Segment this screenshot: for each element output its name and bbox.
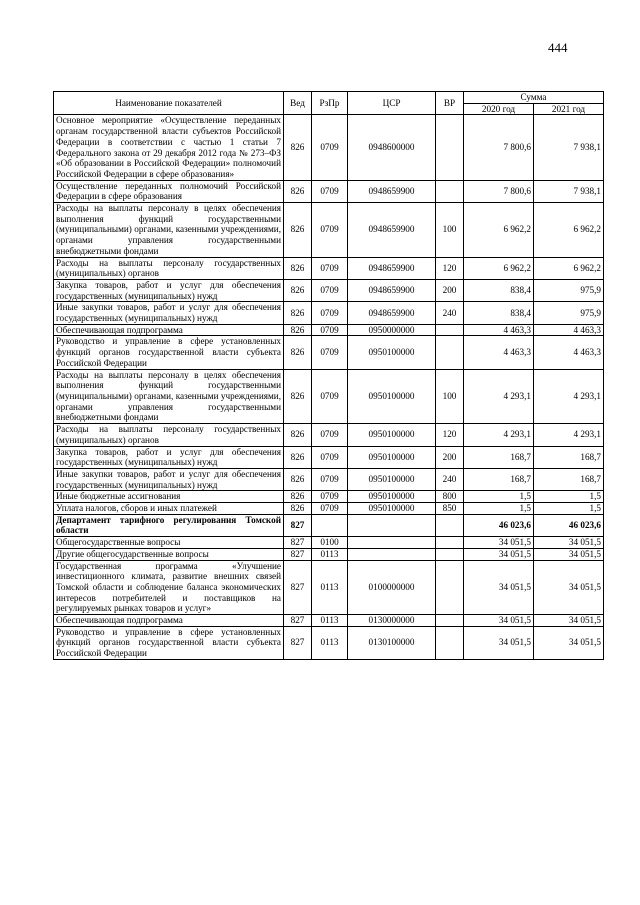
row-ved: 826 bbox=[284, 180, 312, 202]
row-sum-2021: 168,7 bbox=[534, 468, 604, 490]
row-sum-2021: 1,5 bbox=[534, 491, 604, 503]
row-sum-2020: 168,7 bbox=[464, 446, 534, 468]
row-name: Обеспечивающая подпрограмма bbox=[54, 615, 284, 627]
row-sum-2021: 34 051,5 bbox=[534, 560, 604, 615]
row-rzpr: 0709 bbox=[312, 180, 348, 202]
row-ved: 826 bbox=[284, 203, 312, 258]
row-ved: 826 bbox=[284, 302, 312, 324]
header-sum: Сумма bbox=[464, 92, 604, 104]
row-rzpr: 0709 bbox=[312, 446, 348, 468]
row-csr: 0100000000 bbox=[348, 560, 436, 615]
row-sum-2020: 1,5 bbox=[464, 503, 534, 515]
row-ved: 826 bbox=[284, 336, 312, 369]
row-sum-2020: 838,4 bbox=[464, 302, 534, 324]
row-csr: 0950100000 bbox=[348, 468, 436, 490]
header-year-2021: 2021 год bbox=[534, 103, 604, 115]
row-name: Руководство и управление в сфере установленных функций органов государственной власти субъекта Российской Федерации bbox=[54, 336, 284, 369]
row-vr: 100 bbox=[436, 369, 464, 424]
row-sum-2021: 975,9 bbox=[534, 302, 604, 324]
row-rzpr: 0709 bbox=[312, 203, 348, 258]
table-row bbox=[54, 257, 604, 279]
row-sum-2021: 975,9 bbox=[534, 279, 604, 301]
row-rzpr: 0709 bbox=[312, 491, 348, 503]
row-ved: 826 bbox=[284, 115, 312, 180]
row-sum-2020: 6 962,2 bbox=[464, 203, 534, 258]
row-sum-2020: 168,7 bbox=[464, 468, 534, 490]
row-name: Другие общегосударственные вопросы bbox=[54, 548, 284, 560]
row-vr: 120 bbox=[436, 424, 464, 446]
row-name: Уплата налогов, сборов и иных платежей bbox=[54, 503, 284, 515]
row-vr bbox=[436, 615, 464, 627]
row-rzpr: 0709 bbox=[312, 424, 348, 446]
row-vr: 200 bbox=[436, 446, 464, 468]
row-name: Закупка товаров, работ и услуг для обеспечения государственных (муниципальных) нужд bbox=[54, 446, 284, 468]
row-vr bbox=[436, 537, 464, 549]
row-sum-2020: 34 051,5 bbox=[464, 615, 534, 627]
row-name: Основное мероприятие «Осуществление переданных органам государственной власти субъектов Российской Федерации в соответствии с частью 1 статьи 7 Федерального закона от 29 декабря 2012 года № 273–ФЗ «Об образовании в Российской Федерации» полномочий Российской Федерации в сфере образования» bbox=[54, 115, 284, 180]
row-sum-2020: 34 051,5 bbox=[464, 560, 534, 615]
row-sum-2020: 34 051,5 bbox=[464, 537, 534, 549]
row-rzpr: 0709 bbox=[312, 302, 348, 324]
row-ved: 826 bbox=[284, 503, 312, 515]
header-ved: Вед bbox=[284, 92, 312, 115]
row-rzpr: 0113 bbox=[312, 560, 348, 615]
table-row bbox=[54, 503, 604, 515]
table-row bbox=[54, 446, 604, 468]
header-rzpr: РзПр bbox=[312, 92, 348, 115]
table-row bbox=[54, 203, 604, 258]
row-sum-2021: 34 051,5 bbox=[534, 537, 604, 549]
row-ved: 826 bbox=[284, 446, 312, 468]
table-row bbox=[54, 279, 604, 301]
row-csr: 0950000000 bbox=[348, 324, 436, 336]
row-name: Закупка товаров, работ и услуг для обеспечения государственных (муниципальных) нужд bbox=[54, 279, 284, 301]
row-vr bbox=[436, 115, 464, 180]
row-vr: 120 bbox=[436, 257, 464, 279]
row-ved: 826 bbox=[284, 257, 312, 279]
row-csr: 0948600000 bbox=[348, 115, 436, 180]
row-vr: 850 bbox=[436, 503, 464, 515]
header-name: Наименование показателей bbox=[54, 92, 284, 115]
row-vr: 100 bbox=[436, 203, 464, 258]
row-vr bbox=[436, 548, 464, 560]
row-rzpr: 0113 bbox=[312, 626, 348, 659]
row-name: Расходы на выплаты персоналу в целях обеспечения выполнения функций государственными (муниципальными) органами, казенными учреждениями, органами управления государственными внебюджетными фондами bbox=[54, 369, 284, 424]
row-sum-2020: 6 962,2 bbox=[464, 257, 534, 279]
header-csr: ЦСР bbox=[348, 92, 436, 115]
row-rzpr: 0709 bbox=[312, 468, 348, 490]
row-name: Департамент тарифного регулирования Томской области bbox=[54, 514, 284, 536]
row-name: Государственная программа «Улучшение инвестиционного климата, развитие внешних связей Томской области и соблюдение баланса экономических интересов потребителей и поставщиков на регулируемых рынках товаров и услуг» bbox=[54, 560, 284, 615]
table-row bbox=[54, 369, 604, 424]
row-csr: 0948659900 bbox=[348, 203, 436, 258]
budget-table bbox=[53, 91, 604, 660]
row-sum-2021: 4 293,1 bbox=[534, 424, 604, 446]
row-rzpr: 0100 bbox=[312, 537, 348, 549]
row-sum-2020: 4 293,1 bbox=[464, 369, 534, 424]
row-vr: 240 bbox=[436, 302, 464, 324]
row-name: Руководство и управление в сфере установленных функций органов государственной власти субъекта Российской Федерации bbox=[54, 626, 284, 659]
row-ved: 827 bbox=[284, 548, 312, 560]
row-csr bbox=[348, 537, 436, 549]
table-body bbox=[54, 115, 604, 659]
row-vr: 200 bbox=[436, 279, 464, 301]
table-row bbox=[54, 324, 604, 336]
row-sum-2021: 7 938,1 bbox=[534, 115, 604, 180]
row-name: Общегосударственные вопросы bbox=[54, 537, 284, 549]
page-number: 444 bbox=[548, 40, 568, 55]
row-ved: 827 bbox=[284, 560, 312, 615]
row-sum-2021: 7 938,1 bbox=[534, 180, 604, 202]
row-sum-2020: 7 800,6 bbox=[464, 115, 534, 180]
row-rzpr: 0113 bbox=[312, 615, 348, 627]
row-rzpr: 0709 bbox=[312, 257, 348, 279]
row-sum-2020: 838,4 bbox=[464, 279, 534, 301]
row-vr bbox=[436, 324, 464, 336]
row-rzpr: 0709 bbox=[312, 503, 348, 515]
table-row bbox=[54, 626, 604, 659]
table-row bbox=[54, 514, 604, 536]
table-row bbox=[54, 615, 604, 627]
row-name: Обеспечивающая подпрограмма bbox=[54, 324, 284, 336]
header-year-2020: 2020 год bbox=[464, 103, 534, 115]
row-vr: 240 bbox=[436, 468, 464, 490]
row-sum-2021: 6 962,2 bbox=[534, 203, 604, 258]
row-csr: 0948659900 bbox=[348, 302, 436, 324]
row-sum-2021: 4 293,1 bbox=[534, 369, 604, 424]
row-vr bbox=[436, 514, 464, 536]
row-ved: 826 bbox=[284, 468, 312, 490]
row-sum-2021: 168,7 bbox=[534, 446, 604, 468]
row-ved: 827 bbox=[284, 626, 312, 659]
table-row bbox=[54, 491, 604, 503]
row-sum-2021: 1,5 bbox=[534, 503, 604, 515]
row-sum-2021: 46 023,6 bbox=[534, 514, 604, 536]
table-row bbox=[54, 424, 604, 446]
row-csr bbox=[348, 548, 436, 560]
table-row bbox=[54, 302, 604, 324]
row-ved: 826 bbox=[284, 279, 312, 301]
table-row bbox=[54, 180, 604, 202]
table-row bbox=[54, 115, 604, 180]
row-rzpr bbox=[312, 514, 348, 536]
row-name: Расходы на выплаты персоналу в целях обеспечения выполнения функций государственными (муниципальными) органами, казенными учреждениями, органами управления государственными внебюджетными фондами bbox=[54, 203, 284, 258]
row-rzpr: 0709 bbox=[312, 279, 348, 301]
row-ved: 827 bbox=[284, 537, 312, 549]
row-csr: 0130100000 bbox=[348, 626, 436, 659]
row-ved: 826 bbox=[284, 324, 312, 336]
row-vr bbox=[436, 336, 464, 369]
header-vr: ВР bbox=[436, 92, 464, 115]
row-ved: 826 bbox=[284, 369, 312, 424]
row-csr: 0948659900 bbox=[348, 180, 436, 202]
row-sum-2020: 4 463,3 bbox=[464, 336, 534, 369]
row-rzpr: 0709 bbox=[312, 324, 348, 336]
row-csr: 0950100000 bbox=[348, 424, 436, 446]
row-csr bbox=[348, 514, 436, 536]
row-name: Иные закупки товаров, работ и услуг для обеспечения государственных (муниципальных) нужд bbox=[54, 468, 284, 490]
row-csr: 0950100000 bbox=[348, 491, 436, 503]
row-vr bbox=[436, 180, 464, 202]
row-csr: 0950100000 bbox=[348, 503, 436, 515]
row-rzpr: 0709 bbox=[312, 115, 348, 180]
row-sum-2020: 34 051,5 bbox=[464, 626, 534, 659]
table-row bbox=[54, 560, 604, 615]
row-csr: 0950100000 bbox=[348, 446, 436, 468]
row-csr: 0950100000 bbox=[348, 336, 436, 369]
row-ved: 826 bbox=[284, 424, 312, 446]
row-csr: 0948659900 bbox=[348, 257, 436, 279]
row-sum-2020: 34 051,5 bbox=[464, 548, 534, 560]
table-row bbox=[54, 537, 604, 549]
table-row bbox=[54, 548, 604, 560]
row-sum-2020: 1,5 bbox=[464, 491, 534, 503]
row-name: Осуществление переданных полномочий Российской Федерации в сфере образования bbox=[54, 180, 284, 202]
row-sum-2021: 34 051,5 bbox=[534, 615, 604, 627]
row-name: Расходы на выплаты персоналу государственных (муниципальных) органов bbox=[54, 257, 284, 279]
row-name: Расходы на выплаты персоналу государственных (муниципальных) органов bbox=[54, 424, 284, 446]
row-rzpr: 0709 bbox=[312, 369, 348, 424]
row-sum-2020: 4 463,3 bbox=[464, 324, 534, 336]
table-row bbox=[54, 468, 604, 490]
row-ved: 827 bbox=[284, 615, 312, 627]
row-sum-2021: 34 051,5 bbox=[534, 548, 604, 560]
row-sum-2020: 7 800,6 bbox=[464, 180, 534, 202]
table-header bbox=[54, 92, 604, 115]
row-sum-2021: 34 051,5 bbox=[534, 626, 604, 659]
row-name: Иные бюджетные ассигнования bbox=[54, 491, 284, 503]
row-vr bbox=[436, 626, 464, 659]
row-vr bbox=[436, 560, 464, 615]
row-csr: 0950100000 bbox=[348, 369, 436, 424]
row-ved: 827 bbox=[284, 514, 312, 536]
row-rzpr: 0113 bbox=[312, 548, 348, 560]
row-sum-2021: 4 463,3 bbox=[534, 324, 604, 336]
row-csr: 0130000000 bbox=[348, 615, 436, 627]
row-sum-2021: 4 463,3 bbox=[534, 336, 604, 369]
row-sum-2020: 46 023,6 bbox=[464, 514, 534, 536]
table-row bbox=[54, 336, 604, 369]
row-name: Иные закупки товаров, работ и услуг для обеспечения государственных (муниципальных) нужд bbox=[54, 302, 284, 324]
row-sum-2021: 6 962,2 bbox=[534, 257, 604, 279]
row-ved: 826 bbox=[284, 491, 312, 503]
row-csr: 0948659900 bbox=[348, 279, 436, 301]
row-rzpr: 0709 bbox=[312, 336, 348, 369]
row-sum-2020: 4 293,1 bbox=[464, 424, 534, 446]
row-vr: 800 bbox=[436, 491, 464, 503]
